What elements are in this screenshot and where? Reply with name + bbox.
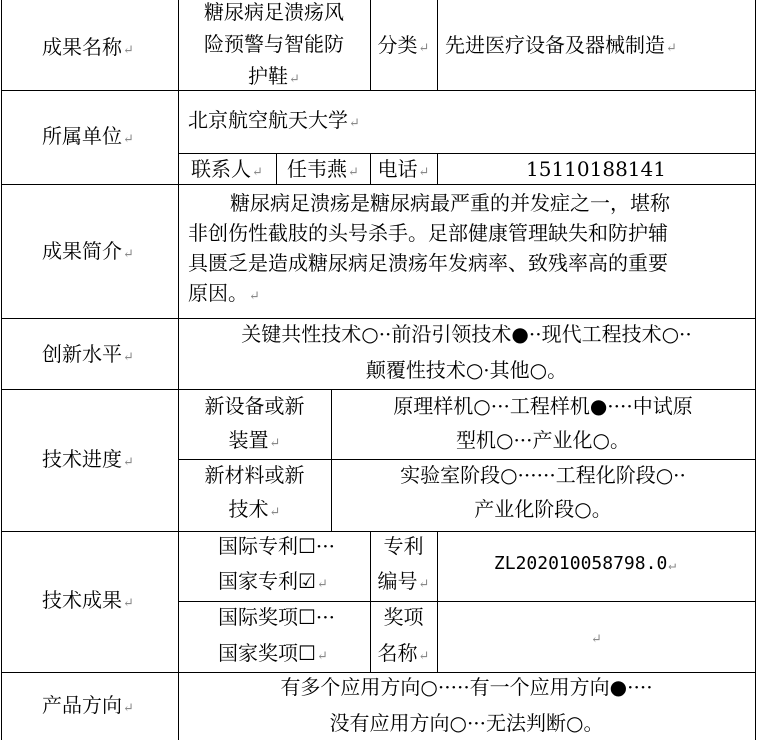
patent-no-label-line1: 专利 <box>383 534 424 558</box>
achievement-name-value <box>178 0 370 96</box>
row-border-1 <box>1 90 756 91</box>
material-label-line2: 技术↵ <box>228 497 281 521</box>
award-name-label-line1: 奖项 <box>383 605 424 629</box>
innovation-options <box>178 316 755 388</box>
table-border-name-split2 <box>437 0 438 90</box>
device-label-line1: 新设备或新 <box>204 394 305 418</box>
table-border-right <box>755 0 756 740</box>
progress-device-label <box>178 389 331 461</box>
innovation-label: 创新水平↵ <box>42 342 134 366</box>
summary-line2: 非创伤性截肢的头号杀手。足部健康管理缺失和防护辅 <box>188 221 668 245</box>
results-label: 技术成果↵ <box>42 588 134 612</box>
patent-no-label <box>370 529 437 602</box>
award-name-value: ↵ <box>591 632 602 647</box>
product-line2: 没有应用方向○···无法判断○。 <box>329 711 604 735</box>
achievement-name-line3: 护鞋↵ <box>248 64 300 88</box>
summary-line4: 原因。↵ <box>188 281 260 305</box>
award-name-label-line2: 名称↵ <box>377 641 430 665</box>
device-label-line2: 装置↵ <box>228 428 281 452</box>
affiliation-value: 北京航空航天大学↵ <box>188 108 360 132</box>
summary-text <box>188 188 754 312</box>
intl-award-option: 国际奖项☐··· <box>218 605 336 629</box>
progress-label: 技术进度↵ <box>42 447 134 471</box>
contact-label: 联系人↵ <box>191 157 263 181</box>
summary-line3: 具匮乏是造成糖尿病足溃疡年发病率、致残率高的重要 <box>188 251 668 275</box>
product-options <box>178 669 755 741</box>
progress-device-options <box>331 389 755 457</box>
award-name-label <box>370 599 437 675</box>
product-label: 产品方向↵ <box>42 693 134 717</box>
category-value: 先进医疗设备及器械制造↵ <box>445 33 677 57</box>
contact-value: 任韦燕↵ <box>287 157 359 181</box>
achievement-name-label: 成果名称↵ <box>42 35 134 59</box>
category-label: 分类↵ <box>377 33 430 57</box>
material-options-line1: 实验室阶段○······工程化阶段○·· <box>400 463 686 487</box>
achievement-name-line2: 险预警与智能防 <box>204 32 344 56</box>
patent-no-label-line2: 编号↵ <box>377 569 430 593</box>
phone-value: 15110188141 <box>526 157 666 181</box>
award-types <box>218 599 335 675</box>
summary-label: 成果简介↵ <box>42 239 134 263</box>
summary-line1: 糖尿病足溃疡是糖尿病最严重的并发症之一，堪称 <box>230 191 670 215</box>
product-line1: 有多个应用方向○·····有一个应用方向●···· <box>280 675 653 699</box>
material-options-line2: 产业化阶段○。 <box>474 497 612 521</box>
phone-label: 电话↵ <box>377 157 430 181</box>
affiliation-label: 所属单位↵ <box>42 124 134 148</box>
achievement-name-line1: 糖尿病足溃疡风 <box>204 0 344 24</box>
natl-award-option: 国家奖项☐↵ <box>218 641 328 665</box>
progress-material-options <box>331 458 755 526</box>
patent-no-value: ZL202010058798.0↵ <box>493 553 677 574</box>
device-options-line1: 原理样机○···工程样机●····中试原 <box>393 394 693 418</box>
device-options-line2: 型机○···产业化○。 <box>456 428 630 452</box>
progress-material-label <box>178 458 331 530</box>
material-label-line1: 新材料或新 <box>204 463 305 487</box>
natl-patent-option: 国家专利☑↵ <box>218 569 328 593</box>
innovation-line1: 关键共性技术○··前沿引领技术●··现代工程技术○·· <box>241 322 692 346</box>
intl-patent-option: 国际专利☐··· <box>218 534 336 558</box>
patent-types <box>218 529 335 602</box>
innovation-line2: 颠覆性技术○·其他○。 <box>365 358 568 382</box>
table-border-left <box>1 0 2 740</box>
